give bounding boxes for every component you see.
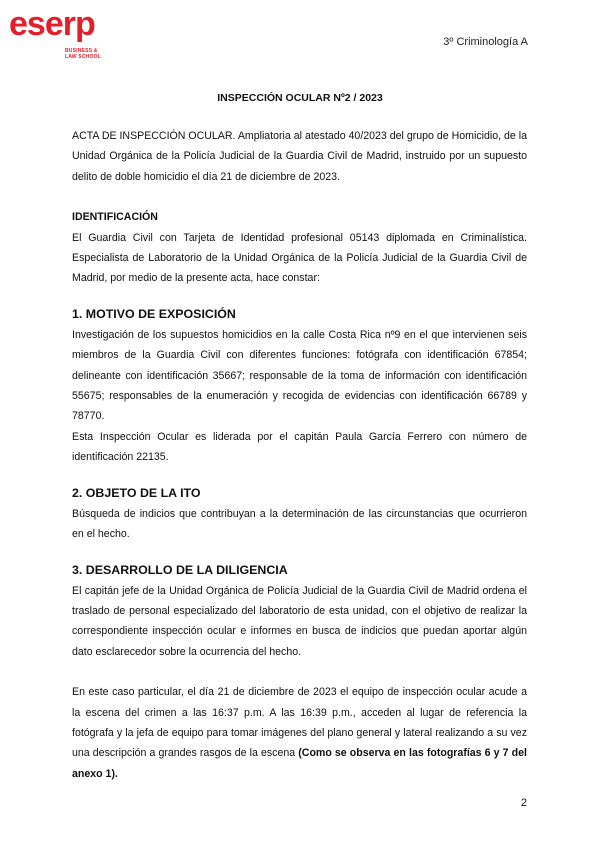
section-desarrollo-paragraph-1: El capitán jefe de la Unidad Orgánica de Policía Judicial de la Guardia Civil de Madrid ordena el traslado de personal especializado del laboratorio de esta unidad, con el objetivo de realizar la correspondiente inspección ocular e informes en busca de indicios que puedan aportar algún dato esclarecedor sobre la ocurrencia del hecho. xyxy=(72,584,527,658)
section-desarrollo xyxy=(72,559,527,785)
section-motivo-heading: 1. MOTIVO DE EXPOSICIÓN xyxy=(72,306,236,321)
intro-paragraph: ACTA DE INSPECCIÓN OCULAR. Ampliatoria al atestado 40/2023 del grupo de Homicidio, de la Unidad Orgánica de la Policía Judicial de la Guardia Civil de Madrid, instruido por un supuesto delito de doble homicidio el día 21 de diciembre de 2023. xyxy=(72,130,527,183)
identification-heading: IDENTIFICACIÓN xyxy=(72,211,158,224)
section-desarrollo-heading: 3. DESARROLLO DE LA DILIGENCIA xyxy=(72,562,288,577)
section-objeto xyxy=(72,482,527,545)
section-motivo-paragraph-2: Esta Inspección Ocular es liderada por el capitán Paula García Ferrero con número de identificación 22135. xyxy=(72,430,527,464)
document-title: INSPECCIÓN OCULAR Nº2 / 2023 xyxy=(217,92,383,104)
page-number: 2 xyxy=(520,797,527,809)
annex-reference: (Como se observa en las fotografías 6 y 7 del anexo 1). xyxy=(72,747,527,780)
section-objeto-heading: 2. OBJETO DE LA ITO xyxy=(72,485,201,500)
eserp-logo xyxy=(9,5,109,60)
logo-tagline-line1: BUSINESS & xyxy=(65,48,98,54)
section-motivo xyxy=(72,303,527,468)
identification-paragraph: El Guardia Civil con Tarjeta de Identidad profesional 05143 diplomada en Criminalística. Especialista de Laboratorio de la Unidad Orgánica de la Policía Judicial de la Guardia Civil de Madrid, por medio de la presente acta, hace constar: xyxy=(72,231,527,285)
section-objeto-paragraph: Búsqueda de indicios que contribuyan a la determinación de las circunstancias que ocurrieron en el hecho. xyxy=(72,507,527,541)
section-desarrollo-paragraph-2 xyxy=(72,682,527,784)
logo-tagline-line2: LAW SCHOOL xyxy=(65,54,101,60)
section-desarrollo-paragraph-2-text: En este caso particular, el día 21 de diciembre de 2023 el equipo de inspección ocular acude a la escena del crimen a las 16:37 p.m. A las 16:39 p.m., acceden al lugar de referencia la fotógrafa y la jefa de equipo para tomar imágenes del plano general y lateral realizando a su vez una descripción a grandes rasgos de la escena xyxy=(72,686,527,760)
section-motivo-paragraph-1: Investigación de los supuestos homicidios en la calle Costa Rica nº9 en el que intervienen seis miembros de la Guardia Civil con diferentes funciones: fotógrafa con identificación 67854; delineante con identificación 35667; responsable de la toma de información con identificación 55675; responsables de la enumeración y recogida de evidencias con identificación 66789 y 78770. xyxy=(72,328,527,423)
course-label: 3º Criminología A xyxy=(443,36,528,48)
logo-wordmark: eserp xyxy=(9,5,95,43)
document-body xyxy=(72,126,527,784)
